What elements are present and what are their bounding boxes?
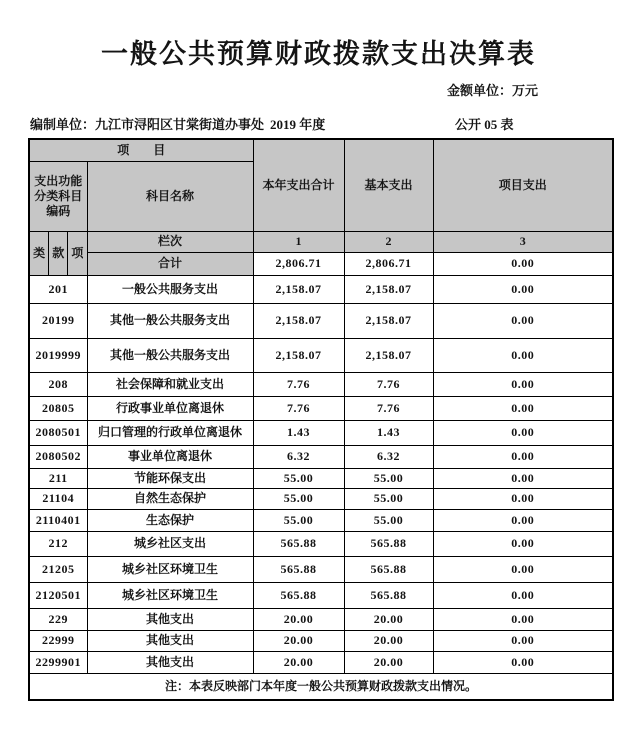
code-cell: 20805 (29, 396, 87, 420)
project-cell: 0.00 (433, 509, 613, 531)
table-row (29, 445, 613, 468)
code-cell: 2110401 (29, 509, 87, 531)
code-cell: 21104 (29, 488, 87, 509)
total-cell: 20.00 (253, 608, 344, 630)
basic-cell: 1.43 (344, 420, 433, 445)
project-cell: 0.00 (433, 651, 613, 673)
project-cell: 0.00 (433, 303, 613, 338)
total-cell: 20.00 (253, 651, 344, 673)
name-cell: 节能环保支出 (87, 468, 253, 488)
total-cell: 6.32 (253, 445, 344, 468)
header-col-no-3: 3 (433, 231, 613, 252)
header-sub-class: 类 (33, 245, 46, 260)
header-subject-name: 科目名称 (87, 161, 253, 231)
header-sub-section: 款 (48, 232, 67, 275)
code-cell: 2019999 (29, 338, 87, 372)
table-row (29, 338, 613, 372)
code-cell: 229 (29, 608, 87, 630)
project-cell: 0.00 (433, 556, 613, 582)
basic-cell: 2,158.07 (344, 275, 433, 303)
code-cell: 2080502 (29, 445, 87, 468)
name-cell: 城乡社区支出 (87, 531, 253, 556)
prepared-by-label: 编制单位：九江市浔阳区甘棠街道办事处 (30, 117, 265, 132)
fiscal-year-label: 2019 年度 (270, 117, 326, 132)
header-col-basic: 基本支出 (344, 139, 433, 231)
code-cell: 201 (29, 275, 87, 303)
name-cell: 其他支出 (87, 608, 253, 630)
total-cell: 565.88 (253, 531, 344, 556)
name-cell: 一般公共服务支出 (87, 275, 253, 303)
basic-cell: 565.88 (344, 556, 433, 582)
basic-cell: 565.88 (344, 531, 433, 556)
header-lanci-label: 栏次 (87, 231, 253, 252)
meta-line (30, 114, 637, 132)
name-cell: 行政事业单位离退休 (87, 396, 253, 420)
budget-table (28, 138, 614, 701)
project-cell: 0.00 (433, 396, 613, 420)
project-cell: 0.00 (433, 468, 613, 488)
code-cell: 21205 (29, 556, 87, 582)
name-cell: 其他一般公共服务支出 (87, 303, 253, 338)
header-row-lanci (29, 231, 613, 252)
total-value-basic: 2,806.71 (344, 252, 433, 275)
document-title: 一般公共预算财政拨款支出决算表 (101, 39, 536, 69)
code-cell: 22999 (29, 630, 87, 651)
header-sub-item: 项 (67, 232, 86, 275)
name-cell: 归口管理的行政单位离退休 (87, 420, 253, 445)
basic-cell: 20.00 (344, 630, 433, 651)
amount-unit-label: 金额单位：万元 (446, 83, 538, 98)
total-cell: 55.00 (253, 488, 344, 509)
note-row (29, 673, 613, 700)
project-cell: 0.00 (433, 372, 613, 396)
code-cell: 211 (29, 468, 87, 488)
code-cell: 208 (29, 372, 87, 396)
total-cell: 2,158.07 (253, 303, 344, 338)
total-cell: 1.43 (253, 420, 344, 445)
table-row (29, 468, 613, 488)
basic-cell: 565.88 (344, 582, 433, 608)
table-header (29, 139, 613, 275)
table-body (29, 275, 613, 700)
name-cell: 城乡社区环境卫生 (87, 556, 253, 582)
sheet-number-label: 公开 05 表 (455, 117, 514, 132)
table-row (29, 509, 613, 531)
basic-cell: 55.00 (344, 468, 433, 488)
header-col-no-2: 2 (344, 231, 433, 252)
header-item-group: 项 目 (29, 139, 253, 161)
basic-cell: 2,158.07 (344, 338, 433, 372)
project-cell: 0.00 (433, 275, 613, 303)
table-row (29, 608, 613, 630)
total-cell: 55.00 (253, 509, 344, 531)
project-cell: 0.00 (433, 445, 613, 468)
basic-cell: 20.00 (344, 651, 433, 673)
project-cell: 0.00 (433, 582, 613, 608)
total-cell: 20.00 (253, 630, 344, 651)
header-code-label: 支出功能分类科目编码 (29, 161, 87, 231)
code-cell: 2120501 (29, 582, 87, 608)
total-cell: 2,158.07 (253, 275, 344, 303)
basic-cell: 7.76 (344, 372, 433, 396)
name-cell: 社会保障和就业支出 (87, 372, 253, 396)
basic-cell: 2,158.07 (344, 303, 433, 338)
code-cell: 2080501 (29, 420, 87, 445)
project-cell: 0.00 (433, 338, 613, 372)
total-value-project: 0.00 (433, 252, 613, 275)
total-row (29, 252, 613, 275)
project-cell: 0.00 (433, 488, 613, 509)
name-cell: 生态保护 (87, 509, 253, 531)
table-row (29, 275, 613, 303)
basic-cell: 20.00 (344, 608, 433, 630)
basic-cell: 55.00 (344, 509, 433, 531)
table-row (29, 372, 613, 396)
table-row (29, 630, 613, 651)
table-row (29, 420, 613, 445)
table-row (29, 582, 613, 608)
project-cell: 0.00 (433, 420, 613, 445)
table-row (29, 303, 613, 338)
project-cell: 0.00 (433, 630, 613, 651)
table-row (29, 396, 613, 420)
name-cell: 事业单位离退休 (87, 445, 253, 468)
name-cell: 其他一般公共服务支出 (87, 338, 253, 372)
code-cell: 20199 (29, 303, 87, 338)
class-section-item-group (30, 232, 87, 275)
table-note: 注：本表反映部门本年度一般公共预算财政拨款支出情况。 (29, 673, 613, 700)
project-cell: 0.00 (433, 531, 613, 556)
name-cell: 其他支出 (87, 651, 253, 673)
name-cell: 自然生态保护 (87, 488, 253, 509)
total-cell: 565.88 (253, 582, 344, 608)
header-row-item (29, 139, 613, 161)
table-row (29, 488, 613, 509)
code-cell: 212 (29, 531, 87, 556)
header-col-no-1: 1 (253, 231, 344, 252)
total-cell: 7.76 (253, 396, 344, 420)
total-value-total: 2,806.71 (253, 252, 344, 275)
total-cell: 55.00 (253, 468, 344, 488)
basic-cell: 6.32 (344, 445, 433, 468)
name-cell: 城乡社区环境卫生 (87, 582, 253, 608)
table-row (29, 556, 613, 582)
basic-cell: 55.00 (344, 488, 433, 509)
total-cell: 2,158.07 (253, 338, 344, 372)
header-class-section-item-cell (29, 231, 87, 275)
table-row (29, 651, 613, 673)
project-cell: 0.00 (433, 608, 613, 630)
total-label: 合计 (87, 252, 253, 275)
total-cell: 565.88 (253, 556, 344, 582)
total-cell: 7.76 (253, 372, 344, 396)
basic-cell: 7.76 (344, 396, 433, 420)
code-cell: 2299901 (29, 651, 87, 673)
table-row (29, 531, 613, 556)
name-cell: 其他支出 (87, 630, 253, 651)
header-col-total: 本年支出合计 (253, 139, 344, 231)
header-col-project: 项目支出 (433, 139, 613, 231)
